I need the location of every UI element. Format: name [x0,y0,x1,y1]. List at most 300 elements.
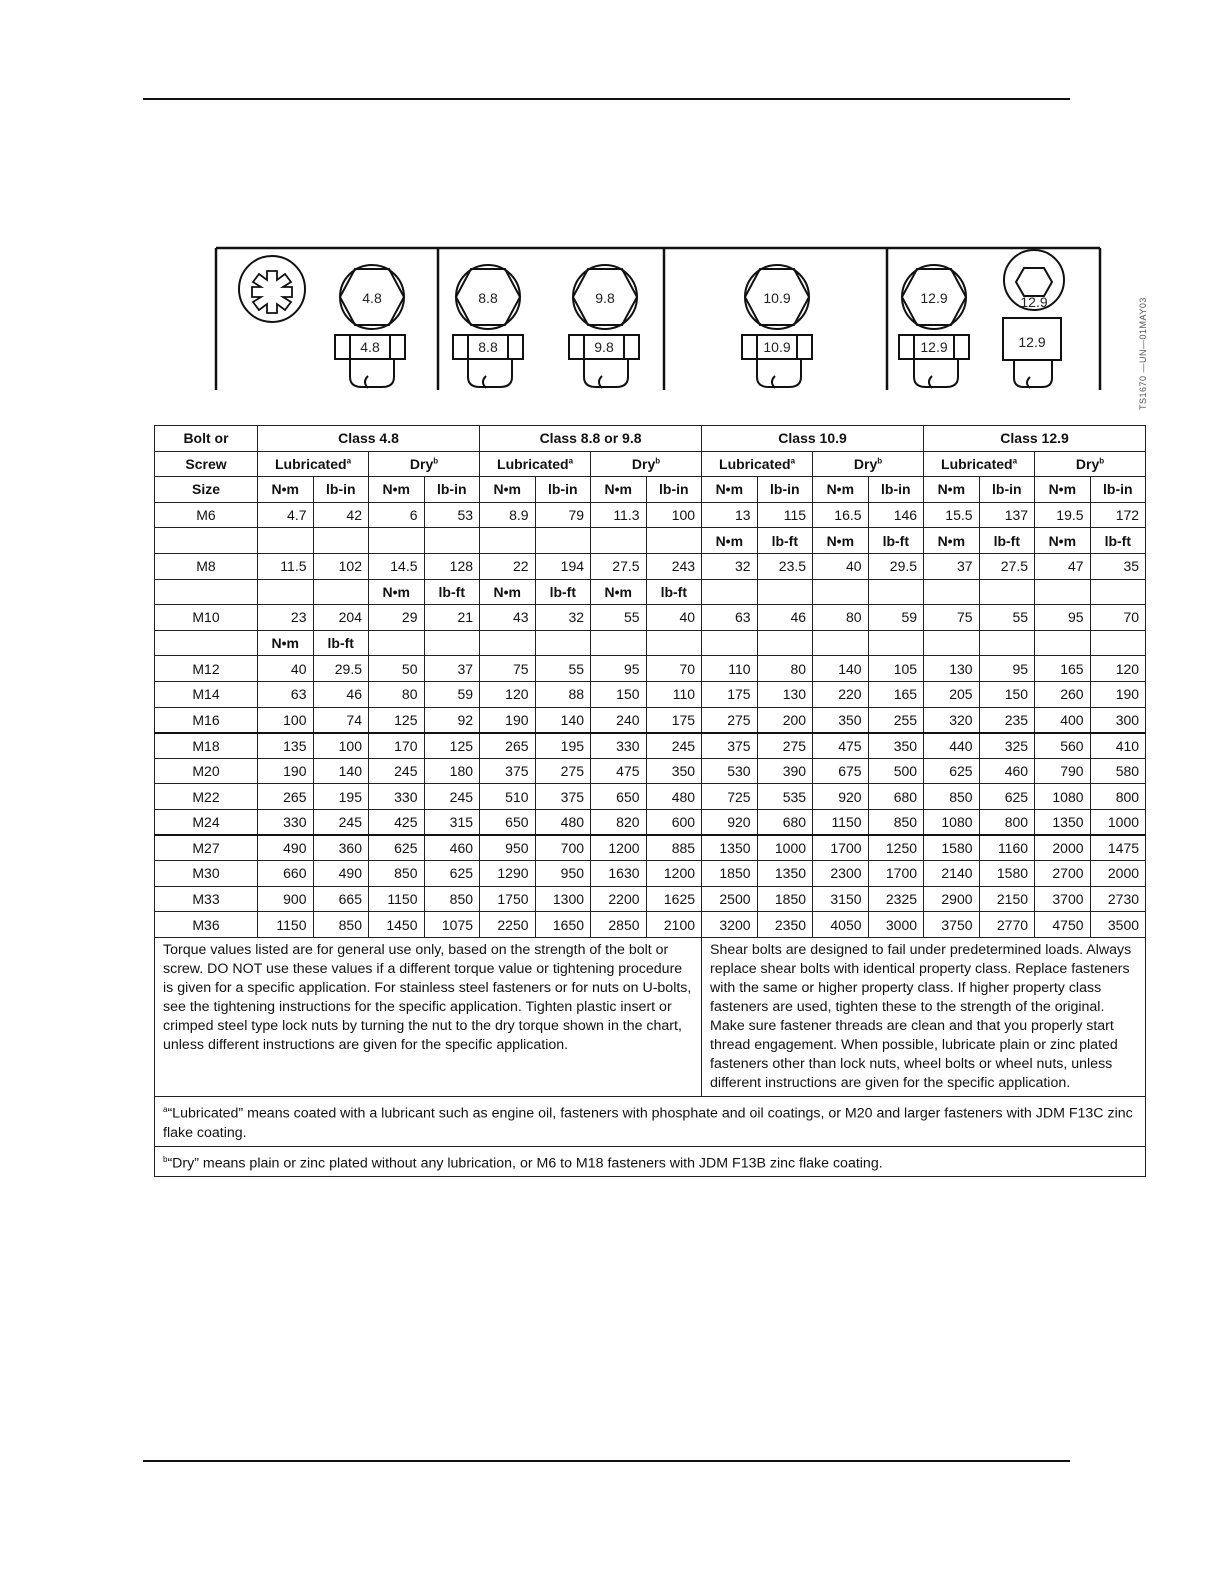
torque-value-cell: 2150 [979,886,1035,912]
torque-value-cell: 2140 [924,861,980,887]
torque-value-cell: 100 [646,502,702,528]
torque-value-cell: 120 [1090,656,1146,682]
unit-cell: N•m [924,528,980,554]
footnote-a-row [155,1096,1146,1146]
torque-value-cell: 95 [591,656,647,682]
torque-value-cell: 1580 [924,835,980,861]
torque-value-cell: 40 [258,656,314,682]
torque-value-cell: 275 [535,758,591,784]
torque-value-cell: 23.5 [757,553,813,579]
unit-cell [868,630,924,656]
label-8-8-side: 8.8 [478,339,498,355]
torque-value-cell: 4.7 [258,502,314,528]
header-bolt: Bolt or [155,426,258,452]
header-unit: N•m [591,477,647,503]
torque-value-cell: 260 [1035,681,1091,707]
header-unit: N•m [813,477,869,503]
header-class-4-8: Class 4.8 [258,426,480,452]
unit-cell [258,528,314,554]
torque-value-cell: 490 [313,861,369,887]
label-9-8-head: 9.8 [595,290,615,306]
torque-value-cell: 79 [535,502,591,528]
torque-value-cell: 110 [646,681,702,707]
torque-value-cell: 885 [646,835,702,861]
torque-value-cell: 53 [424,502,480,528]
unit-cell [813,630,869,656]
unit-cell [924,630,980,656]
torque-value-cell: 850 [924,784,980,810]
table-row [155,553,1146,579]
torque-value-cell: 3750 [924,912,980,938]
torque-value-cell: 75 [480,656,536,682]
footnote-lubricated: $^a$“Lubricated” means coated with a lubricant such as engine oil, fasteners with phosphate and oil coatings, or M20 and larger fasteners with JDM F13C zinc flake coating. [155,1096,1146,1146]
bolt-class-diagram [150,240,1160,400]
torque-value-cell: 2500 [702,886,758,912]
torque-value-cell: 625 [424,861,480,887]
torque-value-cell: 490 [258,835,314,861]
unit-cell: N•m [258,630,314,656]
header-lubricated: Lubricated$^a$ [258,451,369,477]
size-cell: M30 [155,861,258,887]
torque-value-cell: 2900 [924,886,980,912]
torque-value-cell: 2325 [868,886,924,912]
label-4-8-head: 4.8 [362,290,382,306]
table-row [155,502,1146,528]
torque-value-cell: 330 [369,784,425,810]
unit-cell [868,579,924,605]
torque-value-cell: 1160 [979,835,1035,861]
top-rule [143,98,1070,100]
torque-value-cell: 42 [313,502,369,528]
torque-value-cell: 70 [646,656,702,682]
torque-value-cell: 330 [258,809,314,835]
unit-cell [258,579,314,605]
torque-value-cell: 1080 [924,809,980,835]
label-8-8-head: 8.8 [478,290,498,306]
torque-value-cell: 1350 [1035,809,1091,835]
torque-value-cell: 1700 [868,861,924,887]
torque-value-cell: 1625 [646,886,702,912]
size-cell: M6 [155,502,258,528]
torque-value-cell: 63 [702,605,758,631]
note-general-use: Torque values listed are for general use only, based on the strength of the bolt or screw. DO NOT use these values if a different torque value or tightening procedure is given for a specific application. For stainless steel fasteners or for nuts on U-bolts, see the tightening instructions for the specific application. Tighten plastic insert or crimped steel type lock nuts by turning the nut to the dry torque shown in the chart, unless different instructions are given for the specific application. [155,937,702,1096]
unit-cell [369,630,425,656]
torque-value-cell: 530 [702,758,758,784]
table-row [155,912,1146,938]
torque-value-cell: 195 [313,784,369,810]
size-cell [155,528,258,554]
torque-value-cell: 900 [258,886,314,912]
torque-value-cell: 245 [646,733,702,759]
torque-value-cell: 2770 [979,912,1035,938]
torque-value-cell: 820 [591,809,647,835]
torque-value-cell: 165 [868,681,924,707]
torque-value-cell: 32 [702,553,758,579]
torque-value-cell: 130 [924,656,980,682]
torque-value-cell: 195 [535,733,591,759]
unit-change-row [155,630,1146,656]
torque-value-cell: 245 [424,784,480,810]
header-class-8-8-9-8: Class 8.8 or 9.8 [480,426,702,452]
header-unit: lb-in [535,477,591,503]
unit-cell [313,528,369,554]
header-unit: N•m [924,477,980,503]
torque-value-cell: 390 [757,758,813,784]
torque-value-cell: 59 [868,605,924,631]
torque-value-cell: 2300 [813,861,869,887]
torque-value-cell: 95 [979,656,1035,682]
header-row-classes [155,426,1146,452]
header-unit: lb-in [979,477,1035,503]
torque-value-cell: 243 [646,553,702,579]
torque-value-cell: 140 [313,758,369,784]
unit-cell [702,579,758,605]
torque-value-cell: 175 [702,681,758,707]
torque-value-cell: 1450 [369,912,425,938]
torque-value-cell: 21 [424,605,480,631]
unit-cell [480,630,536,656]
table-row [155,733,1146,759]
torque-value-cell: 650 [480,809,536,835]
torque-value-cell: 315 [424,809,480,835]
torque-value-cell: 70 [1090,605,1146,631]
header-unit: N•m [369,477,425,503]
torque-value-cell: 80 [757,656,813,682]
torque-value-cell: 2000 [1035,835,1091,861]
header-unit: N•m [480,477,536,503]
torque-value-cell: 920 [702,809,758,835]
torque-value-cell: 2100 [646,912,702,938]
torque-value-cell: 475 [591,758,647,784]
torque-value-cell: 50 [369,656,425,682]
size-cell: M33 [155,886,258,912]
torque-value-cell: 1350 [702,835,758,861]
torque-value-cell: 194 [535,553,591,579]
unit-cell [979,579,1035,605]
unit-cell: N•m [480,579,536,605]
torque-value-cell: 350 [813,707,869,733]
header-lubricated: Lubricated$^a$ [480,451,591,477]
torque-value-cell: 650 [591,784,647,810]
size-cell: M14 [155,681,258,707]
torque-value-cell: 74 [313,707,369,733]
unit-cell: lb-ft [535,579,591,605]
torque-value-cell: 300 [1090,707,1146,733]
torque-value-cell: 480 [646,784,702,810]
torque-value-cell: 2700 [1035,861,1091,887]
torque-value-cell: 16.5 [813,502,869,528]
torque-value-cell: 1650 [535,912,591,938]
label-9-8-side: 9.8 [594,339,614,355]
unit-change-row [155,579,1146,605]
label-4-8-side: 4.8 [360,339,380,355]
torque-value-cell: 190 [480,707,536,733]
header-class-10-9: Class 10.9 [702,426,924,452]
torque-value-cell: 790 [1035,758,1091,784]
torque-value-cell: 55 [591,605,647,631]
note-shear-bolts: Shear bolts are designed to fail under predetermined loads. Always replace shear bolts with identical property class. Replace fasteners with the same or higher property class. If higher property class fasteners are used, tighten these to the strength of the original. Make sure fastener threads are clean and that you properly start thread engagement. When possible, lubricate plain or zinc plated fasteners other than lock nuts, wheel bolts or wheel nuts, unless different instructions are given for the specific application. [702,937,1146,1096]
unit-cell: lb-ft [313,630,369,656]
header-lubricated: Lubricated$^a$ [702,451,813,477]
torque-value-cell: 580 [1090,758,1146,784]
torque-value-cell: 1630 [591,861,647,887]
unit-cell [757,579,813,605]
torque-value-cell: 15.5 [924,502,980,528]
torque-value-cell: 205 [924,681,980,707]
torque-value-cell: 46 [313,681,369,707]
torque-value-cell: 1200 [591,835,647,861]
torque-value-cell: 37 [424,656,480,682]
size-cell: M16 [155,707,258,733]
unit-cell [369,528,425,554]
header-unit: lb-in [757,477,813,503]
torque-value-cell: 235 [979,707,1035,733]
unit-cell [1035,630,1091,656]
header-unit: lb-in [313,477,369,503]
torque-value-cell: 275 [702,707,758,733]
torque-value-cell: 55 [535,656,591,682]
torque-value-cell: 35 [1090,553,1146,579]
unit-cell [702,630,758,656]
unit-cell [480,528,536,554]
torque-value-cell: 55 [979,605,1035,631]
torque-value-cell: 850 [868,809,924,835]
torque-value-cell: 320 [924,707,980,733]
torque-value-cell: 29.5 [868,553,924,579]
size-cell: M8 [155,553,258,579]
torque-value-cell: 1000 [1090,809,1146,835]
torque-value-cell: 440 [924,733,980,759]
unit-cell [424,528,480,554]
table-row [155,605,1146,631]
torque-value-cell: 375 [480,758,536,784]
torque-value-cell: 32 [535,605,591,631]
torque-value-cell: 1850 [757,886,813,912]
torque-value-cell: 11.3 [591,502,647,528]
label-12-9-head: 12.9 [920,290,948,306]
unit-cell [535,528,591,554]
torque-value-cell: 245 [313,809,369,835]
table-row [155,861,1146,887]
torque-value-cell: 4750 [1035,912,1091,938]
torque-value-cell: 6 [369,502,425,528]
unit-cell: lb-ft [868,528,924,554]
torque-value-cell: 1750 [480,886,536,912]
torque-value-cell: 75 [924,605,980,631]
size-cell [155,630,258,656]
torque-value-cell: 275 [757,733,813,759]
header-unit: lb-in [646,477,702,503]
torque-value-cell: 665 [313,886,369,912]
torque-value-cell: 330 [591,733,647,759]
torque-value-cell: 19.5 [1035,502,1091,528]
unit-cell [1035,579,1091,605]
notes-row [155,937,1146,1096]
torque-value-cell: 850 [369,861,425,887]
torque-value-cell: 725 [702,784,758,810]
torque-value-cell: 14.5 [369,553,425,579]
torque-value-cell: 170 [369,733,425,759]
unit-cell: N•m [369,579,425,605]
torque-value-cell: 700 [535,835,591,861]
figure-code: TS1670 —UN—01MAY03 [1138,297,1148,410]
torque-value-cell: 8.9 [480,502,536,528]
torque-value-cell: 172 [1090,502,1146,528]
unit-cell: lb-ft [979,528,1035,554]
torque-value-cell: 115 [757,502,813,528]
torque-value-cell: 950 [480,835,536,861]
table-row [155,681,1146,707]
torque-value-cell: 190 [1090,681,1146,707]
torque-value-cell: 1075 [424,912,480,938]
torque-value-cell: 850 [424,886,480,912]
unit-cell [535,630,591,656]
header-dry: Dry$^b$ [1035,451,1146,477]
metric-property-class-marking-icon [239,256,305,322]
torque-value-cell: 1290 [480,861,536,887]
unit-cell [646,528,702,554]
torque-value-cell: 59 [424,681,480,707]
size-cell: M27 [155,835,258,861]
torque-value-cell: 13 [702,502,758,528]
torque-value-cell: 660 [258,861,314,887]
header-row-conditions [155,451,1146,477]
torque-value-cell: 2250 [480,912,536,938]
size-cell: M24 [155,809,258,835]
torque-value-cell: 137 [979,502,1035,528]
unit-cell [424,630,480,656]
torque-value-cell: 1150 [258,912,314,938]
torque-value-cell: 102 [313,553,369,579]
torque-value-cell: 150 [979,681,1035,707]
size-cell [155,579,258,605]
torque-value-cell: 165 [1035,656,1091,682]
torque-value-cell: 125 [424,733,480,759]
table-row [155,656,1146,682]
torque-value-cell: 190 [258,758,314,784]
torque-value-cell: 3150 [813,886,869,912]
torque-value-cell: 1000 [757,835,813,861]
torque-value-cell: 475 [813,733,869,759]
torque-value-cell: 1150 [813,809,869,835]
header-unit: lb-in [868,477,924,503]
header-dry: Dry$^b$ [369,451,480,477]
torque-value-cell: 100 [313,733,369,759]
torque-value-cell: 175 [646,707,702,733]
torque-value-cell: 200 [757,707,813,733]
torque-value-cell: 29 [369,605,425,631]
torque-value-cell: 350 [646,758,702,784]
header-lubricated: Lubricated$^a$ [924,451,1035,477]
torque-value-cell: 3200 [702,912,758,938]
table-row [155,758,1146,784]
torque-value-cell: 140 [535,707,591,733]
label-12-9-socket-side: 12.9 [1018,334,1046,350]
size-cell: M22 [155,784,258,810]
torque-value-cell: 2850 [591,912,647,938]
torque-value-cell: 47 [1035,553,1091,579]
torque-value-cell: 2350 [757,912,813,938]
torque-value-cell: 255 [868,707,924,733]
unit-cell [591,528,647,554]
label-10-9-head: 10.9 [763,290,791,306]
torque-value-cell: 128 [424,553,480,579]
torque-value-cell: 3700 [1035,886,1091,912]
torque-value-cell: 135 [258,733,314,759]
table-row [155,835,1146,861]
torque-value-cell: 680 [757,809,813,835]
unit-cell: lb-ft [424,579,480,605]
torque-value-cell: 27.5 [979,553,1035,579]
unit-cell [1090,630,1146,656]
footnote-b-row [155,1146,1146,1177]
torque-value-cell: 625 [979,784,1035,810]
unit-cell [924,579,980,605]
torque-value-cell: 510 [480,784,536,810]
torque-value-cell: 110 [702,656,758,682]
torque-value-cell: 92 [424,707,480,733]
torque-value-cell: 950 [535,861,591,887]
torque-value-cell: 125 [369,707,425,733]
size-cell: M36 [155,912,258,938]
header-unit: lb-in [1090,477,1146,503]
unit-cell: lb-ft [1090,528,1146,554]
header-unit: N•m [702,477,758,503]
table-row [155,707,1146,733]
torque-value-cell: 95 [1035,605,1091,631]
socket-side-12-9-icon [1003,318,1061,388]
header-size: Size [155,477,258,503]
torque-value-cell: 4050 [813,912,869,938]
unit-cell [591,630,647,656]
torque-value-cell: 140 [813,656,869,682]
torque-value-cell: 265 [258,784,314,810]
unit-cell: lb-ft [646,579,702,605]
header-unit: N•m [1035,477,1091,503]
torque-value-cell: 1700 [813,835,869,861]
torque-value-cell: 245 [369,758,425,784]
torque-value-cell: 1475 [1090,835,1146,861]
torque-value-cell: 240 [591,707,647,733]
torque-value-cell: 1350 [757,861,813,887]
unit-cell: lb-ft [757,528,813,554]
torque-value-cell: 675 [813,758,869,784]
torque-value-cell: 600 [646,809,702,835]
torque-value-cell: 500 [868,758,924,784]
unit-cell [979,630,1035,656]
header-class-12-9: Class 12.9 [924,426,1146,452]
label-12-9-socket-head: 12.9 [1020,294,1048,310]
torque-table [154,425,1146,1177]
size-cell: M18 [155,733,258,759]
torque-value-cell: 11.5 [258,553,314,579]
torque-value-cell: 204 [313,605,369,631]
torque-value-cell: 146 [868,502,924,528]
torque-value-cell: 29.5 [313,656,369,682]
torque-value-cell: 3500 [1090,912,1146,938]
table-row [155,886,1146,912]
torque-value-cell: 22 [480,553,536,579]
torque-value-cell: 1200 [646,861,702,887]
header-unit: lb-in [424,477,480,503]
torque-value-cell: 180 [424,758,480,784]
torque-value-cell: 1850 [702,861,758,887]
torque-value-cell: 400 [1035,707,1091,733]
torque-value-cell: 460 [979,758,1035,784]
torque-value-cell: 80 [813,605,869,631]
torque-value-cell: 2200 [591,886,647,912]
torque-value-cell: 2000 [1090,861,1146,887]
